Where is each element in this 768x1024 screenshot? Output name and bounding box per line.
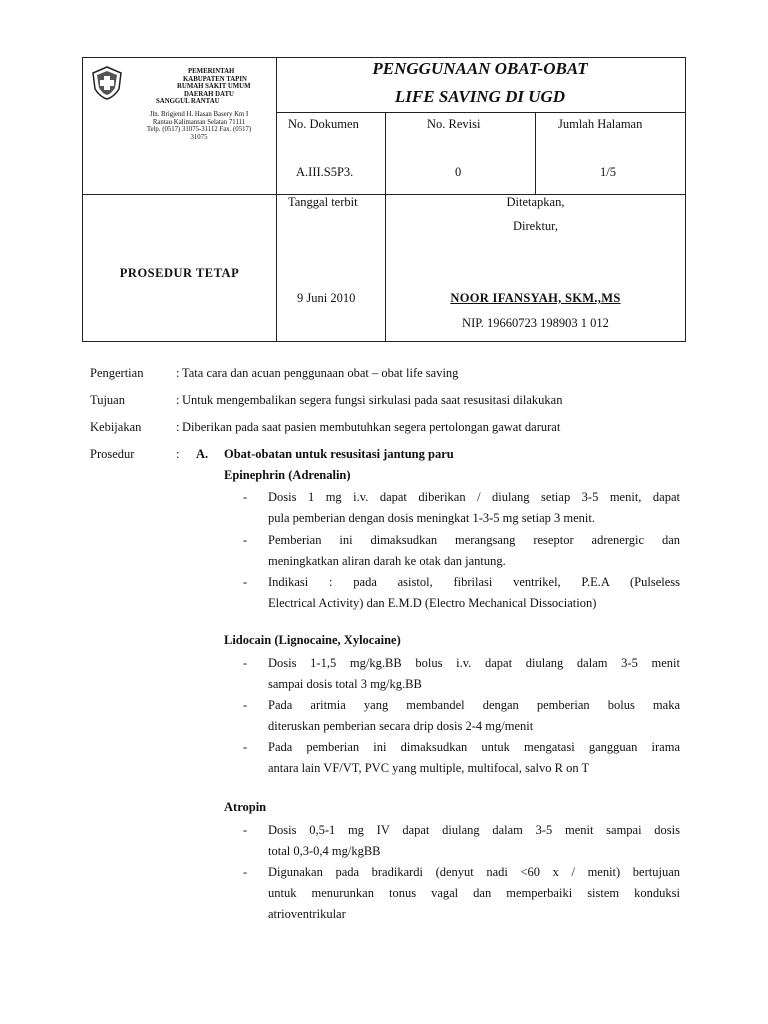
address-line: Rantau Kalimantan Selatan 71111 xyxy=(152,118,246,126)
bullet-line: Pemberian ini dimaksudkan merangsang reseptor adrenergic dan xyxy=(268,533,680,547)
institution-line: RUMAH SAKIT UMUM xyxy=(177,83,251,91)
bullet-line: antara lain VF/VT, PVC yang multiple, multifocal, salvo R on T xyxy=(268,761,590,775)
info-label: Prosedur xyxy=(90,447,135,461)
list-item: - Pada aritmia yang membandel dengan pemberian bolus maka diteruskan pemberian secara drip dosis 2-4 mg/menit xyxy=(243,695,680,737)
document-title-line1: PENGGUNAAN OBAT-OBAT xyxy=(372,59,588,78)
list-item: - Dosis 0,5-1 mg IV dapat diulang dalam 3-5 menit sampai dosis total 0,3-0,4 mg/kgBB xyxy=(243,820,680,862)
prosedur-tetap-label: PROSEDUR TETAP xyxy=(119,266,240,280)
address-line: Jln. Brigjend H. Hasan Basery Km I xyxy=(149,111,249,118)
list-item: - Dosis 1 mg i.v. dapat diberikan / diulang setiap 3-5 menit, dapat pula pemberian dengan dosis meningkat 1-3-5 mg setiap 3 menit. xyxy=(243,487,680,529)
bullet-line: Dosis 1-1,5 mg/kg.BB bolus i.v. dapat diulang dalam 3-5 menit xyxy=(268,656,680,670)
document-title-line2: LIFE SAVING DI UGD xyxy=(394,87,566,106)
drug-name: Lidocain (Lignocaine, Xylocaine) xyxy=(224,633,401,647)
info-value: Untuk mengembalikan segera fungsi sirkulasi pada saat resusitasi dilakukan xyxy=(182,393,563,407)
section-title: Obat-obatan untuk resusitasi jantung paru xyxy=(224,447,454,461)
bullet-line: Dosis 1 mg i.v. dapat diberikan / diulang setiap 3-5 menit, dapat xyxy=(268,490,680,504)
institution-address xyxy=(124,111,274,141)
no-revisi-value: 0 xyxy=(455,165,462,179)
bullet-line: Indikasi : pada asistol, fibrilasi ventrikel, P.E.A (Pulseless xyxy=(268,575,680,589)
direktur-label: Direktur, xyxy=(513,219,558,233)
institution-line: SANGGUL RANTAU xyxy=(156,98,220,106)
tanggal-terbit-value: 9 Juni 2010 xyxy=(297,291,356,305)
bullet-line: Dosis 0,5-1 mg IV dapat diulang dalam 3-5 menit sampai dosis xyxy=(268,823,680,837)
bullet-line: total 0,3-0,4 mg/kgBB xyxy=(268,844,381,858)
section-letter: A. xyxy=(196,447,209,461)
no-dokumen-label: No. Dokumen xyxy=(288,117,359,131)
info-label: Tujuan xyxy=(90,393,125,407)
jumlah-halaman-value: 1/5 xyxy=(600,165,616,179)
drug-name: Atropin xyxy=(224,800,267,814)
list-item: - Pada pemberian ini dimaksudkan untuk mengatasi gangguan irama antara lain VF/VT, PVC yang multiple, multifocal, salvo R on T xyxy=(243,737,680,779)
bullet-line: Digunakan pada bradikardi (denyut nadi <60 x / menit) bertujuan xyxy=(268,865,680,879)
bullet-line: pula pemberian dengan dosis meningkat 1-3-5 mg setiap 3 menit. xyxy=(268,511,596,525)
director-name: NOOR IFANSYAH, SKM.,MS xyxy=(450,291,621,305)
list-item: - Pemberian ini dimaksudkan merangsang reseptor adrenergic dan meningkatkan aliran darah ke otak dan jantung. xyxy=(243,530,680,572)
bullet-line: meningkatkan aliran darah ke otak dan jantung. xyxy=(268,554,506,568)
bullet-line: Electrical Activity) dan E.M.D (Electro Mechanical Dissociation) xyxy=(268,596,597,610)
bullet-line: sampai dosis total 3 mg/kg.BB xyxy=(268,677,422,691)
info-value: Diberikan pada saat pasien membutuhkan segera pertolongan gawat darurat xyxy=(182,420,561,434)
address-line: Telp. (0517) 31075-31112 Fax. (0517) xyxy=(146,126,252,134)
bullet-line: diteruskan pemberian secara drip dosis 2-4 mg/menit xyxy=(268,719,534,733)
hospital-logo xyxy=(90,65,124,101)
institution-block xyxy=(126,68,274,106)
info-label: Pengertian xyxy=(90,366,144,380)
bullet-line: atrioventrikular xyxy=(268,907,346,921)
institution-line: PEMERINTAH xyxy=(188,68,235,75)
list-item: - Indikasi : pada asistol, fibrilasi ventrikel, P.E.A (Pulseless Electrical Activity) dan E.M.D (Electro Mechanical Dissociation) xyxy=(243,572,680,614)
bullet-line: untuk menurunkan tonus vagal dan memperbaiki sistem konduksi xyxy=(268,886,680,900)
drug-name: Epinephrin (Adrenalin) xyxy=(224,468,351,482)
list-item: - Dosis 1-1,5 mg/kg.BB bolus i.v. dapat diulang dalam 3-5 menit sampai dosis total 3 mg/kg.BB xyxy=(243,653,680,695)
no-revisi-label: No. Revisi xyxy=(427,117,481,131)
ditetapkan-label: Ditetapkan, xyxy=(506,195,565,209)
institution-line: KABUPATEN TAPIN xyxy=(183,75,247,83)
director-nip: NIP. 19660723 198903 1 012 xyxy=(462,316,609,330)
institution-line: DAERAH DATU xyxy=(184,90,234,98)
bullet-line: Pada pemberian ini dimaksudkan untuk mengatasi gangguan irama xyxy=(268,740,680,754)
bullet-line: Pada aritmia yang membandel dengan pemberian bolus maka xyxy=(268,698,680,712)
tanggal-terbit-label: Tanggal terbit xyxy=(288,195,358,209)
info-value: Tata cara dan acuan penggunaan obat – obat life saving xyxy=(182,366,459,380)
info-label: Kebijakan xyxy=(90,420,142,434)
list-item: - Digunakan pada bradikardi (denyut nadi <60 x / menit) bertujuan untuk menurunkan tonus vagal dan memperbaiki sistem konduksi atrioventrikular xyxy=(243,862,680,925)
jumlah-halaman-label: Jumlah Halaman xyxy=(558,117,643,131)
address-line: 31075 xyxy=(190,133,208,141)
no-dokumen-value: A.III.S5P3. xyxy=(296,165,354,179)
